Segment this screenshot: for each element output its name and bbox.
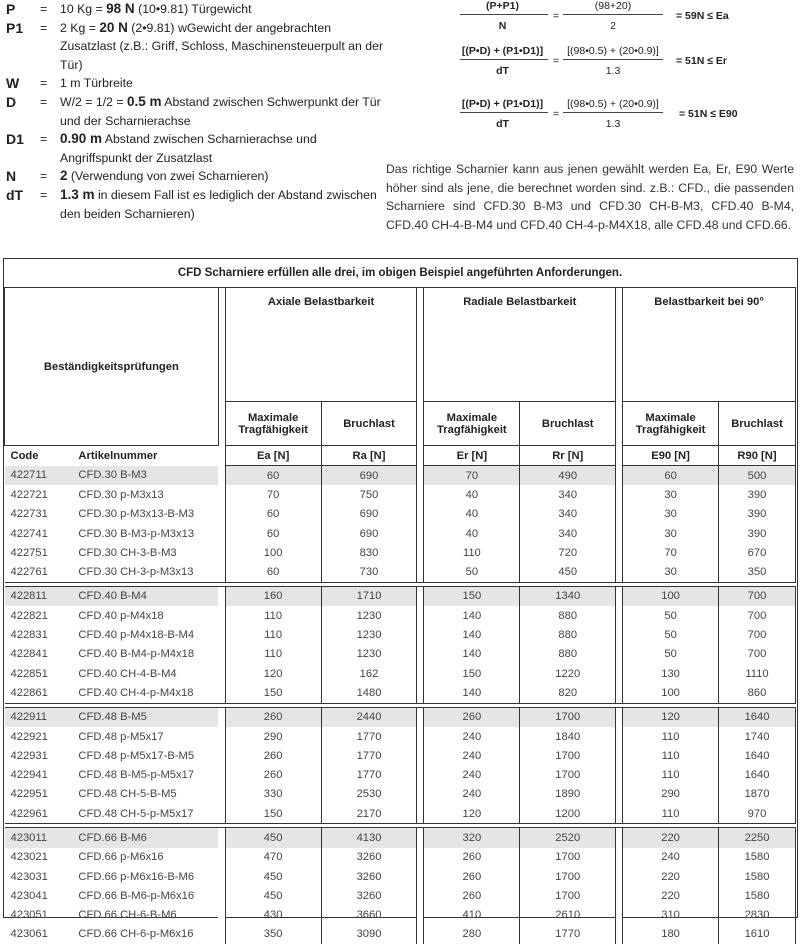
definition-equals: = <box>40 76 48 91</box>
table-row <box>5 664 796 683</box>
row-rr: 1700 <box>520 848 616 867</box>
definition-0 <box>6 0 386 19</box>
row-ea: 330 <box>225 785 321 804</box>
row-r90: 500 <box>719 466 796 486</box>
formula-2: [(P•D) + (P1•D1)] dT = [(98•0.5) + (20•0.9)] 1.3 = 51N ≤ E90 <box>455 98 800 138</box>
row-ea: 70 <box>225 485 321 504</box>
row-e90: 110 <box>623 727 719 746</box>
row-e90: 290 <box>623 785 719 804</box>
row-code: 422941 <box>10 769 48 782</box>
row-article: CFD.30 p-M3x13-B-M3 <box>78 508 195 521</box>
row-article: CFD.48 CH-5-p-M5x17 <box>78 807 194 820</box>
row-ea: 290 <box>225 727 321 746</box>
row-rr: 720 <box>520 543 616 562</box>
row-ra: 1770 <box>321 746 417 765</box>
row-article: CFD.66 B-M6 <box>70 828 218 848</box>
table-row <box>5 586 796 606</box>
row-article: CFD.66 p-M6x16-B-M6 <box>78 870 195 883</box>
row-ra: 1230 <box>321 645 417 664</box>
row-article: CFD.66 CH-6-p-M6x16 <box>78 928 194 941</box>
row-ea: 100 <box>225 543 321 562</box>
row-code: 422711 <box>5 466 71 486</box>
row-code: 422961 <box>10 807 48 820</box>
formula-value-numerator: (98+20) <box>594 0 632 12</box>
tests-header: Beständigkeitsprüfungen <box>5 288 219 446</box>
row-article: CFD.30 p-M3x13 <box>78 488 164 501</box>
definition-text: 2 (Verwendung von zwei Scharnieren) <box>60 168 269 184</box>
row-r90: 670 <box>719 543 796 562</box>
formula-value-denominator: 2 <box>610 20 616 32</box>
definition-symbol: N <box>6 168 17 185</box>
row-ra: 2170 <box>321 804 417 824</box>
row-ea: 120 <box>225 664 321 683</box>
row-r90: 350 <box>719 562 796 582</box>
row-ea: 350 <box>225 925 321 944</box>
row-e90: 110 <box>623 804 719 824</box>
group-header-90: Belastbarkeit bei 90° <box>623 288 796 402</box>
formula-result: = 51N ≤ Er <box>676 55 727 67</box>
row-ra: 690 <box>321 466 417 486</box>
row-code: 422811 <box>5 586 71 606</box>
table-row <box>5 828 796 848</box>
row-rr: 880 <box>520 625 616 644</box>
row-er: 240 <box>424 765 520 784</box>
row-article: CFD.40 B-M4 <box>70 586 218 606</box>
row-code: 423031 <box>10 870 48 883</box>
row-r90: 860 <box>719 683 796 703</box>
row-r90: 1580 <box>719 848 796 867</box>
row-article: CFD.30 B-M3-p-M3x13 <box>78 527 195 540</box>
row-er: 240 <box>424 727 520 746</box>
table-row <box>5 606 796 625</box>
row-ea: 150 <box>225 804 321 824</box>
row-r90: 1740 <box>719 727 796 746</box>
table-row <box>5 746 796 765</box>
row-article: CFD.30 CH-3-p-M3x13 <box>78 566 194 579</box>
row-r90: 2250 <box>719 828 796 848</box>
row-article: CFD.30 CH-3-B-M3 <box>78 546 177 559</box>
row-rr: 880 <box>520 606 616 625</box>
definition-2 <box>6 74 386 93</box>
definition-symbol: dT <box>6 186 24 203</box>
row-er: 40 <box>424 505 520 524</box>
row-code: 422721 <box>10 488 48 501</box>
row-rr: 340 <box>520 485 616 504</box>
col-code-header: Code <box>10 449 39 462</box>
row-ea: 470 <box>225 848 321 867</box>
row-ra: 1770 <box>321 727 417 746</box>
row-er: 120 <box>424 804 520 824</box>
row-e90: 60 <box>623 466 719 486</box>
row-r90: 1640 <box>719 765 796 784</box>
table-row <box>5 466 796 486</box>
unit-rr: Rr [N] <box>520 446 616 466</box>
row-article: CFD.66 CH-6-B-M6 <box>78 909 177 922</box>
group-header-axial: Axiale Belastbarkeit <box>225 288 417 402</box>
row-ea: 60 <box>225 505 321 524</box>
row-rr: 2610 <box>520 906 616 925</box>
row-e90: 50 <box>623 625 719 644</box>
row-rr: 820 <box>520 683 616 703</box>
table-row <box>5 683 796 703</box>
row-rr: 1700 <box>520 886 616 905</box>
row-rr: 1840 <box>520 727 616 746</box>
row-article: CFD.48 p-M5x17-B-M5 <box>78 749 195 762</box>
row-ea: 160 <box>225 586 321 606</box>
row-r90: 700 <box>719 645 796 664</box>
row-r90: 1580 <box>719 867 796 886</box>
row-article: CFD.40 B-M4-p-M4x18 <box>78 648 195 661</box>
row-er: 50 <box>424 562 520 582</box>
definition-equals: = <box>40 132 48 147</box>
definition-4 <box>6 130 386 167</box>
row-article: CFD.40 p-M4x18 <box>78 609 164 622</box>
formula-value-numerator: [(98•0.5) + (20•0.9)] <box>567 45 659 57</box>
definition-equals: = <box>40 20 48 35</box>
selection-paragraph: Das richtige Scharnier kann aus jenen gewählt werden Ea, Er, E90 Werte höher sind als jene, die berechnet worden sind. z.B.: CFD., die passenden Scharniere sind CFD.30 B-M3 und CFD.30 CH-B-M3, CFD.40 B-M4, CFD.40 CH-4-B-M4 und CFD.40 CH-4-p-M4X18, alle CFD.48 und CFD.66. <box>386 162 794 232</box>
table-title: CFD Scharniere erfüllen alle drei, im obigen Beispiel angeführten Anforderungen. <box>5 259 796 288</box>
unit-er: Er [N] <box>424 446 520 466</box>
row-r90: 1640 <box>719 707 796 727</box>
table-row <box>5 867 796 886</box>
sub-max-90: Maximale Tragfähigkeit <box>623 402 719 446</box>
row-e90: 100 <box>623 586 719 606</box>
row-code: 423061 <box>10 928 48 941</box>
row-ra: 1770 <box>321 765 417 784</box>
row-article: CFD.40 p-M4x18-B-M4 <box>78 629 195 642</box>
formula-result: = 51N ≤ E90 <box>679 108 738 120</box>
formula-value-numerator: [(98•0.5) + (20•0.9)] <box>567 98 659 110</box>
formula-result: = 59N ≤ Ea <box>676 10 729 22</box>
row-er: 140 <box>424 606 520 625</box>
row-rr: 1200 <box>520 804 616 824</box>
definition-text: 1 m Türbreite <box>60 76 133 91</box>
definition-text: 1.3 m in diesem Fall ist es lediglich der Abstand zwischen den beiden Scharnieren) <box>60 186 377 221</box>
formula-numerator: [(P•D) + (P1•D1)] <box>461 98 544 110</box>
row-er: 260 <box>424 867 520 886</box>
formula-numerator: (P+P1) <box>486 0 519 12</box>
row-e90: 30 <box>623 524 719 543</box>
table-row <box>5 524 796 543</box>
table-row <box>5 804 796 824</box>
row-rr: 1700 <box>520 867 616 886</box>
row-rr: 1700 <box>520 765 616 784</box>
table-row <box>5 727 796 746</box>
row-ea: 60 <box>225 562 321 582</box>
row-ra: 3260 <box>321 867 417 886</box>
row-er: 40 <box>424 485 520 504</box>
row-code: 422731 <box>10 508 48 521</box>
definition-symbol: P1 <box>6 19 24 36</box>
row-er: 140 <box>424 625 520 644</box>
row-er: 280 <box>424 925 520 944</box>
row-e90: 120 <box>623 707 719 727</box>
table-row <box>5 906 796 925</box>
row-code: 423041 <box>10 889 48 902</box>
definition-equals: = <box>40 169 48 184</box>
row-ra: 162 <box>321 664 417 683</box>
unit-r90: R90 [N] <box>719 446 796 466</box>
row-ra: 1230 <box>321 606 417 625</box>
formula-value-denominator: 1.3 <box>605 118 621 130</box>
definition-5 <box>6 167 386 186</box>
row-code: 422741 <box>10 527 48 540</box>
row-ra: 1230 <box>321 625 417 644</box>
formula-denominator: N <box>498 20 507 32</box>
definition-symbol: P <box>6 1 16 17</box>
row-code: 422851 <box>10 667 48 680</box>
row-rr: 490 <box>520 466 616 486</box>
row-code: 422821 <box>10 609 48 622</box>
row-r90: 390 <box>719 485 796 504</box>
row-code: 422841 <box>10 648 48 661</box>
sub-max-radial: Maximale Tragfähigkeit <box>424 402 520 446</box>
definition-symbol: D1 <box>6 131 24 148</box>
definition-text: 2 Kg = 20 N (2•9.81) wGewicht der angebrachten Zusatzlast (z.B.: Griff, Schloss, Maschinensteuerpult an der Tür) <box>60 19 384 72</box>
row-ra: 1710 <box>321 586 417 606</box>
definition-equals: = <box>40 2 48 16</box>
row-ea: 450 <box>225 828 321 848</box>
row-ra: 3090 <box>321 925 417 944</box>
definition-text: 0.90 m Abstand zwischen Scharnierachse und Angriffspunkt der Zusatzlast <box>60 131 317 165</box>
row-er: 150 <box>424 586 520 606</box>
row-r90: 390 <box>719 524 796 543</box>
row-e90: 220 <box>623 867 719 886</box>
definition-text: 10 Kg = 98 N (10•9.81) Türgewicht <box>60 1 252 16</box>
row-ra: 2530 <box>321 785 417 804</box>
table-row <box>5 543 796 562</box>
sub-break-axial: Bruchlast <box>321 402 417 446</box>
row-ea: 260 <box>225 746 321 765</box>
row-ra: 3660 <box>321 906 417 925</box>
variable-definitions <box>6 0 386 223</box>
row-e90: 110 <box>623 765 719 784</box>
row-code: 422831 <box>10 629 48 642</box>
row-article: CFD.48 B-M5 <box>70 707 218 727</box>
row-article: CFD.30 B-M3 <box>70 466 218 486</box>
row-e90: 180 <box>623 925 719 944</box>
row-code: 422751 <box>10 546 48 559</box>
row-e90: 50 <box>623 606 719 625</box>
formula-0: (P+P1) N = (98+20) 2 = 59N ≤ Ea <box>455 0 800 40</box>
row-ea: 110 <box>225 645 321 664</box>
row-e90: 220 <box>623 828 719 848</box>
row-ea: 450 <box>225 867 321 886</box>
table-row <box>5 707 796 727</box>
row-r90: 2830 <box>719 906 796 925</box>
row-article: CFD.40 CH-4-B-M4 <box>78 667 177 680</box>
row-code: 423011 <box>5 828 71 848</box>
row-r90: 970 <box>719 804 796 824</box>
row-ra: 750 <box>321 485 417 504</box>
table-row <box>5 562 796 582</box>
row-er: 70 <box>424 466 520 486</box>
row-e90: 30 <box>623 485 719 504</box>
row-r90: 700 <box>719 586 796 606</box>
row-rr: 1890 <box>520 785 616 804</box>
row-code: 423051 <box>10 909 48 922</box>
row-ra: 690 <box>321 524 417 543</box>
col-article-header: Artikelnummer <box>78 449 158 462</box>
definition-1 <box>6 19 386 75</box>
definition-text: W/2 = 1/2 = 0.5 m Abstand zwischen Schwerpunkt der Tür und der Scharnierachse <box>60 93 381 128</box>
row-e90: 100 <box>623 683 719 703</box>
row-er: 140 <box>424 645 520 664</box>
table-row <box>5 645 796 664</box>
row-ra: 690 <box>321 505 417 524</box>
row-ra: 3260 <box>321 848 417 867</box>
table-row <box>5 505 796 524</box>
row-rr: 880 <box>520 645 616 664</box>
row-er: 40 <box>424 524 520 543</box>
row-er: 110 <box>424 543 520 562</box>
row-article: CFD.66 B-M6-p-M6x16 <box>78 889 195 902</box>
row-er: 260 <box>424 707 520 727</box>
table-row <box>5 485 796 504</box>
row-er: 150 <box>424 664 520 683</box>
row-ra: 4130 <box>321 828 417 848</box>
table-row <box>5 886 796 905</box>
row-ra: 2440 <box>321 707 417 727</box>
table-row <box>5 925 796 944</box>
row-e90: 50 <box>623 645 719 664</box>
row-r90: 700 <box>719 625 796 644</box>
row-er: 240 <box>424 746 520 765</box>
row-code: 422861 <box>10 686 48 699</box>
definition-symbol: W <box>6 75 20 92</box>
row-e90: 220 <box>623 886 719 905</box>
row-rr: 340 <box>520 524 616 543</box>
row-article: CFD.48 CH-5-B-M5 <box>78 788 177 801</box>
row-code: 423021 <box>10 851 48 864</box>
formula-denominator: dT <box>496 65 509 77</box>
row-e90: 70 <box>623 543 719 562</box>
definition-3 <box>6 93 386 130</box>
row-article: CFD.48 p-M5x17 <box>78 730 164 743</box>
row-ea: 430 <box>225 906 321 925</box>
row-er: 240 <box>424 785 520 804</box>
row-ea: 60 <box>225 466 321 486</box>
row-er: 260 <box>424 848 520 867</box>
row-e90: 240 <box>623 848 719 867</box>
table-row <box>5 785 796 804</box>
row-ra: 3260 <box>321 886 417 905</box>
row-r90: 1580 <box>719 886 796 905</box>
row-rr: 1340 <box>520 586 616 606</box>
row-r90: 1610 <box>719 925 796 944</box>
row-code: 422921 <box>10 730 48 743</box>
row-article: CFD.48 B-M5-p-M5x17 <box>78 769 195 782</box>
formula-numerator: [(P•D) + (P1•D1)] <box>461 45 544 57</box>
row-rr: 340 <box>520 505 616 524</box>
row-rr: 1700 <box>520 707 616 727</box>
table-row <box>5 765 796 784</box>
row-ea: 450 <box>225 886 321 905</box>
row-ra: 730 <box>321 562 417 582</box>
group-header-radial: Radiale Belastbarkeit <box>424 288 616 402</box>
row-e90: 30 <box>623 505 719 524</box>
sub-break-90: Bruchlast <box>719 402 796 446</box>
row-r90: 390 <box>719 505 796 524</box>
sub-break-radial: Bruchlast <box>520 402 616 446</box>
definition-equals: = <box>40 187 48 202</box>
row-ra: 1480 <box>321 683 417 703</box>
row-ea: 110 <box>225 625 321 644</box>
sub-max-axial: Maximale Tragfähigkeit <box>225 402 321 446</box>
row-ea: 110 <box>225 606 321 625</box>
row-ea: 60 <box>225 524 321 543</box>
row-article: CFD.66 p-M6x16 <box>78 851 164 864</box>
row-article: CFD.40 CH-4-p-M4x18 <box>78 686 194 699</box>
unit-ra: Ra [N] <box>321 446 417 466</box>
definition-equals: = <box>40 94 48 109</box>
row-ra: 830 <box>321 543 417 562</box>
unit-ea: Ea [N] <box>225 446 321 466</box>
row-rr: 450 <box>520 562 616 582</box>
formula-1: [(P•D) + (P1•D1)] dT = [(98•0.5) + (20•0.9)] 1.3 = 51N ≤ Er <box>455 45 800 85</box>
hinge-load-table <box>3 258 798 941</box>
row-r90: 1110 <box>719 664 796 683</box>
row-code: 422951 <box>10 788 48 801</box>
definition-symbol: D <box>6 93 17 110</box>
row-rr: 1700 <box>520 746 616 765</box>
row-ea: 260 <box>225 765 321 784</box>
row-e90: 110 <box>623 746 719 765</box>
row-code: 422911 <box>5 707 71 727</box>
row-er: 140 <box>424 683 520 703</box>
row-rr: 1220 <box>520 664 616 683</box>
row-e90: 130 <box>623 664 719 683</box>
row-e90: 30 <box>623 562 719 582</box>
row-r90: 1870 <box>719 785 796 804</box>
row-ea: 260 <box>225 707 321 727</box>
row-ea: 150 <box>225 683 321 703</box>
formula-value-denominator: 1.3 <box>605 65 621 77</box>
table-row <box>5 625 796 644</box>
formula-denominator: dT <box>496 118 509 130</box>
row-code: 422761 <box>10 566 48 579</box>
row-er: 260 <box>424 886 520 905</box>
row-e90: 310 <box>623 906 719 925</box>
row-r90: 1640 <box>719 746 796 765</box>
row-rr: 2520 <box>520 828 616 848</box>
row-code: 422931 <box>10 749 48 762</box>
unit-e90: E90 [N] <box>623 446 719 466</box>
row-er: 410 <box>424 906 520 925</box>
definition-6 <box>6 186 386 223</box>
row-r90: 700 <box>719 606 796 625</box>
row-rr: 1770 <box>520 925 616 944</box>
row-er: 320 <box>424 828 520 848</box>
table-row <box>5 848 796 867</box>
